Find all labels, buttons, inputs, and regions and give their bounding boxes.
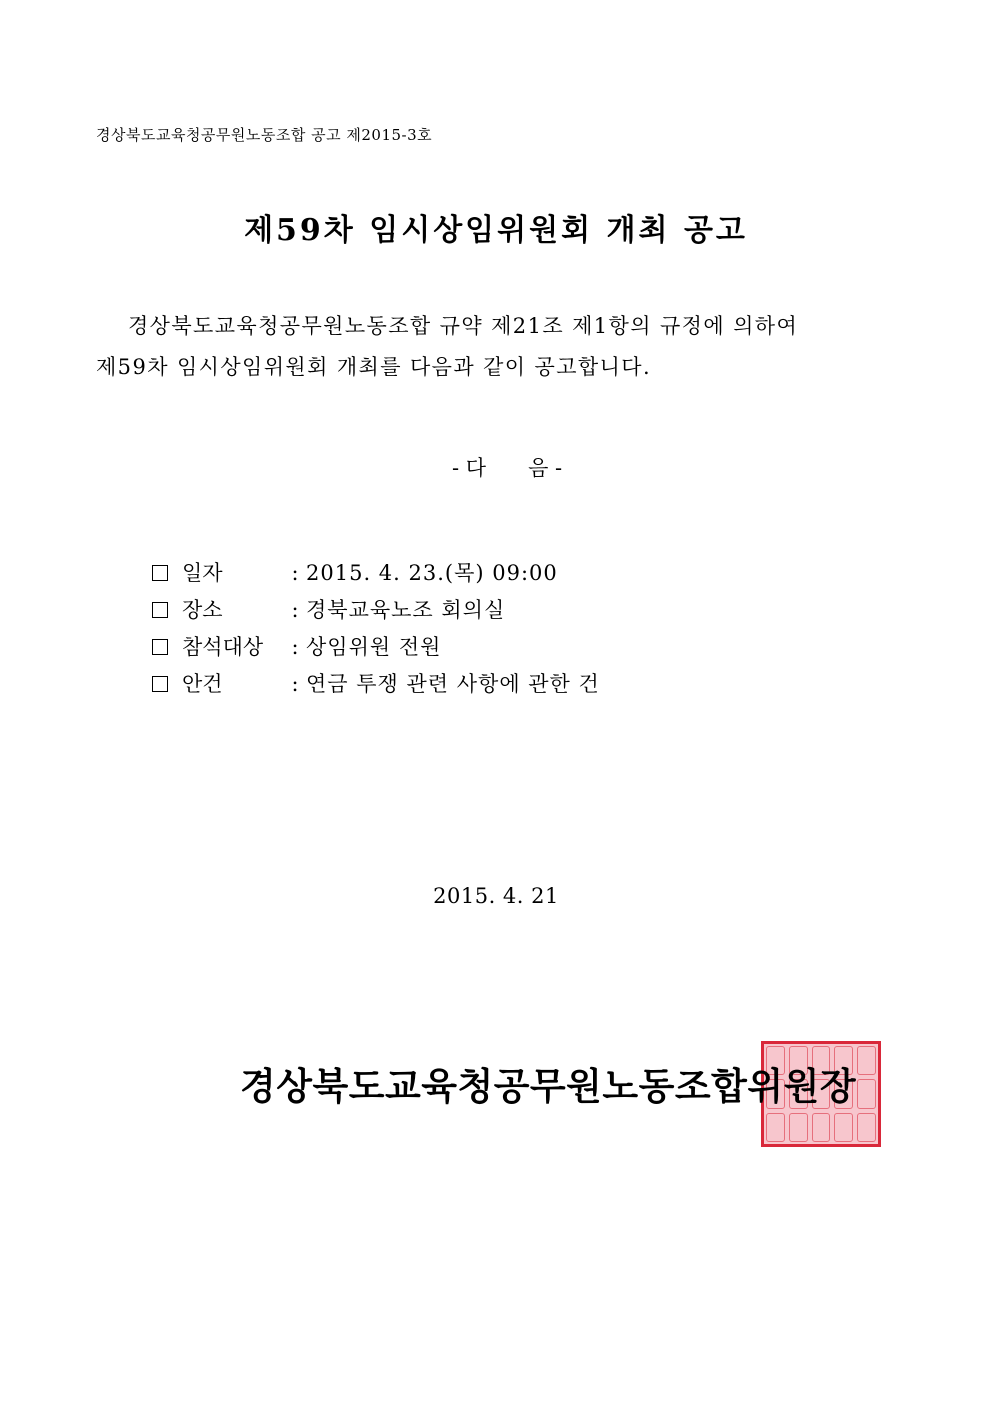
checkbox-icon bbox=[152, 565, 168, 581]
item-label: 장소 bbox=[182, 598, 223, 622]
checkbox-icon bbox=[152, 639, 168, 655]
checkbox-icon bbox=[152, 676, 168, 692]
item-label: 안건 bbox=[182, 672, 223, 696]
section-heading bbox=[452, 452, 562, 482]
item-label: 참석대상 bbox=[182, 635, 264, 659]
notice-number: 경상북도교육청공무원노동조합 공고 제2015-3호 bbox=[96, 126, 433, 144]
document-title: 제59차 임시상임위원회 개최 공고 bbox=[244, 213, 748, 248]
section-heading-right: 음 - bbox=[528, 456, 563, 480]
item-value: 경북교육노조 회의실 bbox=[306, 598, 506, 622]
item-value: 연금 투쟁 관련 사항에 관한 건 bbox=[306, 672, 600, 696]
signature-title: 경상북도교육청공무원노동조합위원장 bbox=[240, 1064, 857, 1108]
item-label: 일자 bbox=[182, 561, 223, 585]
checkbox-icon bbox=[152, 602, 168, 618]
list-item-attendees: 참석대상 : 상임위원 전원 bbox=[152, 632, 441, 662]
body-line-2: 제59차 임시상임위원회 개최를 다음과 같이 공고합니다. bbox=[96, 355, 652, 379]
section-heading-left: - 다 bbox=[452, 456, 487, 480]
item-value: 2015. 4. 23.(목) 09:00 bbox=[306, 561, 558, 585]
body-line-1: 경상북도교육청공무원노동조합 규약 제21조 제1항의 규정에 의하여 bbox=[128, 314, 799, 338]
item-value: 상임위원 전원 bbox=[306, 635, 442, 659]
issue-date: 2015. 4. 21 bbox=[433, 884, 559, 908]
list-item-date: 일자 : 2015. 4. 23.(목) 09:00 bbox=[152, 558, 558, 588]
list-item-place: 장소 : 경북교육노조 회의실 bbox=[152, 595, 505, 625]
list-item-agenda: 안건 : 연금 투쟁 관련 사항에 관한 건 bbox=[152, 669, 600, 699]
